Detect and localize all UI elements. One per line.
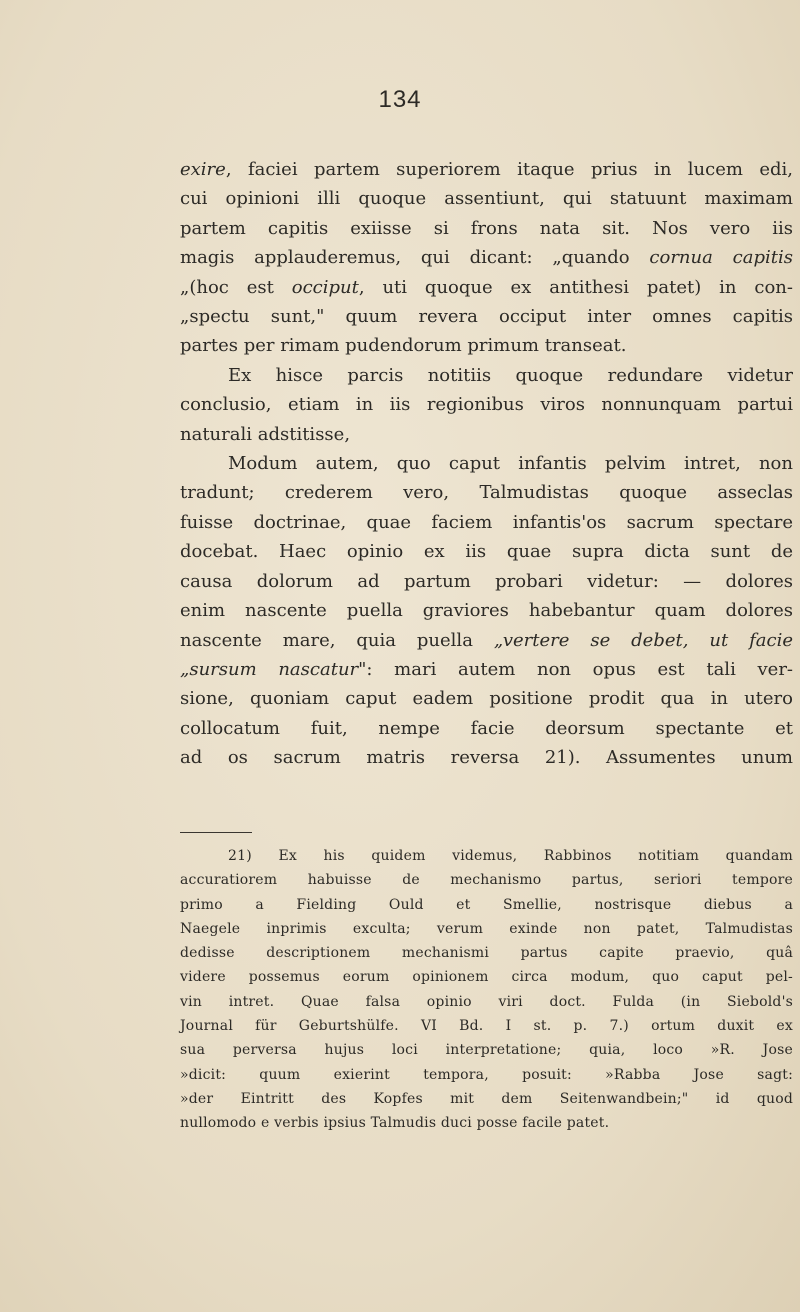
- text-line: „spectu sunt," quum revera occiput inter omnes capitis: [180, 306, 793, 328]
- footnote-line: accuratiorem habuisse de mechanismo partus, seriori tempore: [180, 872, 793, 889]
- text-line: docebat. Haec opinio ex iis quae supra dicta sunt de: [180, 541, 793, 563]
- text-line: causa dolorum ad partum probari videtur: — dolores: [180, 570, 793, 592]
- text-segment: , uti quoque ex antithesi patet) in con-: [358, 276, 793, 298]
- text-line: magis applauderemus, qui dicant: „quando cornua capitis: [180, 247, 794, 269]
- footnote-line: sua perversa hujus loci interpretatione; quia, loco »R. Jose: [180, 1042, 793, 1059]
- footnote-line: nullomodo e verbis ipsius Talmudis duci posse facile patet.: [180, 1115, 610, 1132]
- text-line: „sursum nascatur": mari autem non opus est tali ver-: [180, 658, 794, 680]
- text-segment: , faciei partem superiorem itaque prius in lucem edi,: [225, 159, 793, 180]
- text-segment: nascente mare, quia puella: [180, 629, 494, 651]
- text-line: partem capitis exiisse si frons nata sit. Nos vero iis: [180, 217, 793, 239]
- page-number: 134: [378, 86, 422, 113]
- text-line: „(hoc est occiput, uti quoque ex antithesi patet) in con-: [180, 276, 793, 298]
- text-line: sione, quoniam caput eadem positione prodit qua in utero: [180, 688, 793, 710]
- footnote-line: dedisse descriptionem mechanismi partus capite praevio, quâ: [180, 945, 793, 962]
- text-line: naturali adstitisse,: [180, 423, 351, 445]
- text-line: Ex hisce parcis notitiis quoque redundare videtur: [228, 364, 793, 386]
- text-segment: ": mari autem non opus est tali ver-: [358, 658, 794, 680]
- text-line: partes per rimam pudendorum primum transeat.: [180, 335, 627, 357]
- text-segment: magis applauderemus, qui dicant: „quando: [180, 247, 650, 269]
- footnote-line: »dicit: quum exierint tempora, posuit: »Rabba Jose sagt:: [180, 1066, 793, 1083]
- footnote-divider: [180, 832, 252, 833]
- text-line: collocatum fuit, nempe facie deorsum spectante et: [180, 717, 793, 739]
- footnote-line: primo a Fielding Ould et Smellie, nostrisque diebus a: [180, 896, 793, 913]
- text-line: exire, faciei partem superiorem itaque prius in lucem edi,: [180, 159, 793, 180]
- text-line: ad os sacrum matris reversa 21). Assumentes unum: [180, 747, 793, 769]
- text-line: enim nascente puella graviores habebantur quam dolores: [180, 600, 793, 622]
- text-line: cui opinioni illi quoque assentiunt, qui statuunt maximam: [180, 188, 793, 210]
- text-line: conclusio, etiam in iis regionibus viros nonnunquam partui: [180, 394, 793, 416]
- footnote-line: vin intret. Quae falsa opinio viri doct. Fulda (in Siebold's: [180, 993, 793, 1010]
- footnote-line: Journal für Geburtshülfe. VI Bd. I st. p. 7.) ortum duxit ex: [180, 1018, 793, 1035]
- body-text: [180, 155, 793, 773]
- text-line: Modum autem, quo caput infantis pelvim intret, non: [228, 453, 793, 475]
- footnote-line: videre possemus eorum opinionem circa modum, quo caput pel-: [180, 969, 793, 986]
- footnote-line: 21) Ex his quidem videmus, Rabbinos notitiam quandam: [228, 848, 793, 864]
- text-line: fuisse doctrinae, quae faciem infantis'os sacrum spectare: [180, 511, 793, 533]
- footnote-line: »der Eintritt des Kopfes mit dem Seitenwandbein;" id quod: [180, 1090, 793, 1107]
- text-line: tradunt; crederem vero, Talmudistas quoque asseclas: [180, 482, 793, 504]
- footnote-line: Naegele inprimis exculta; verum exinde non patet, Talmudistas: [180, 920, 793, 937]
- text-segment: „(hoc est: [180, 276, 292, 298]
- text-line: nascente mare, quia puella „vertere se debet, ut facie: [180, 629, 793, 651]
- footnotes: [180, 844, 793, 1136]
